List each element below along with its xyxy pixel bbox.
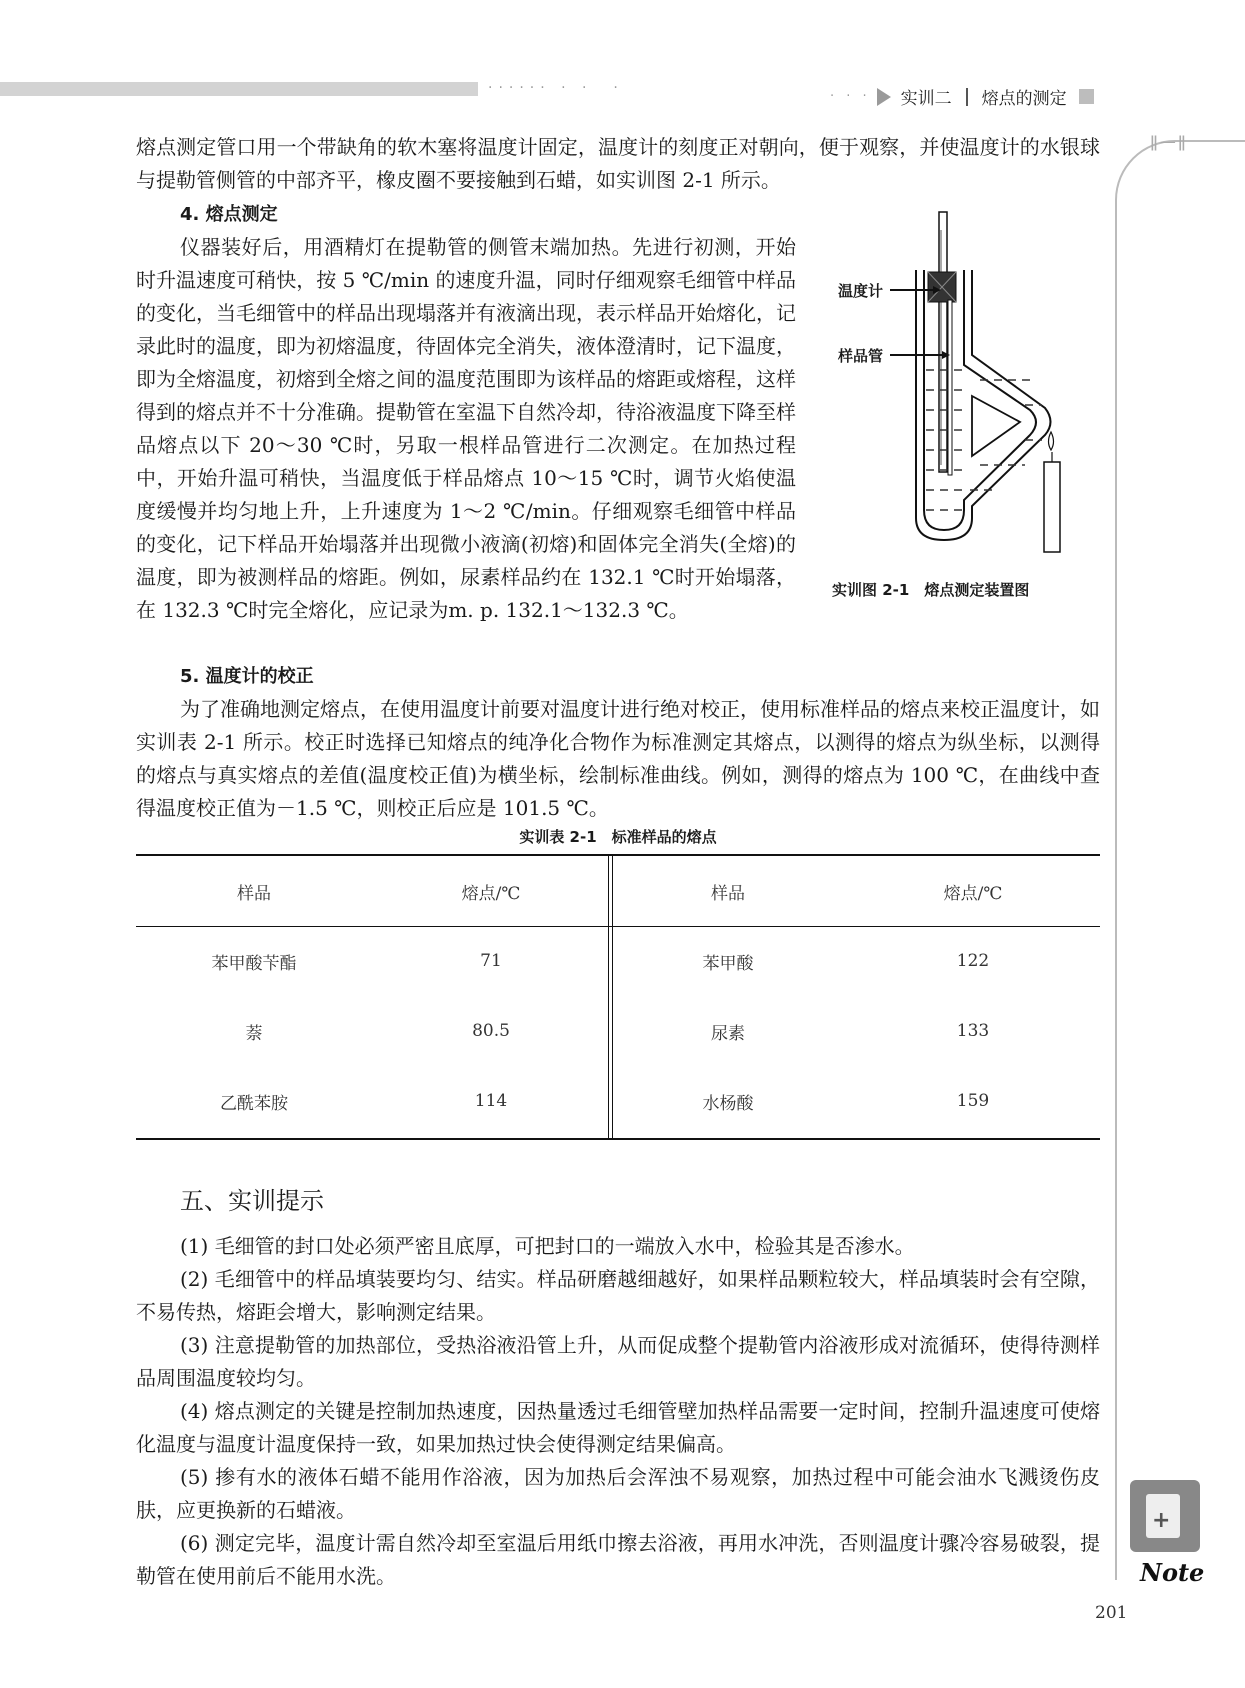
step5-heading: 5. 温度计的校正 (180, 666, 314, 687)
margin-line (1115, 200, 1117, 1580)
header-bar (0, 82, 478, 96)
figure-caption: 实训图 2-1 熔点测定装置图 (832, 581, 1030, 599)
page-number: 201 (1095, 1603, 1128, 1623)
table-cell: 水杨酸 (702, 1093, 754, 1114)
table-row (136, 1066, 1100, 1136)
square-icon (1079, 89, 1094, 104)
chapter-label: 实训二 (900, 89, 952, 109)
header-cell: 样品 (711, 883, 745, 904)
note-icon (1130, 1480, 1200, 1552)
step4-heading: 4. 熔点测定 (180, 204, 278, 225)
table-cell: 苯甲酸 (702, 953, 754, 974)
tip-item: (5) 掺有水的液体石蜡不能用作浴液，因为加热后会浑浊不易观察，加热过程中可能会油水飞溅烫伤皮肤，应更换新的石蜡液。 (136, 1465, 1100, 1522)
chapter-title: 熔点的测定 (981, 89, 1067, 109)
table-row (136, 926, 1100, 996)
table-cell: 80.5 (472, 1021, 510, 1041)
header-small-dots: · · · (830, 89, 871, 104)
tip-item: (6) 测定完毕，温度计需自然冷却至室温后用纸巾擦去浴液，再用水冲洗，否则温度计骤冷容易破裂，提勒管在使用前后不能用水洗。 (136, 1531, 1100, 1588)
intro-paragraph: 熔点测定管口用一个带缺角的软木塞将温度计固定，温度计的刻度正对朝向，便于观察，并使温度计的水银球与提勒管侧管的中部齐平，橡皮圈不要接触到石蜡，如实训图 2-1 所示。 (136, 135, 1100, 192)
table-cell: 122 (956, 951, 990, 971)
tip-item: (2) 毛细管中的样品填装要均匀、结实。样品研磨越细越好，如果样品颗粒较大，样品填装时会有空隙，不易传热，熔距会增大，影响测定结果。 (136, 1267, 1100, 1324)
tip-item: (1) 毛细管的封口处必须严密且底厚，可把封口的一端放入水中，检验其是否渗水。 (180, 1234, 915, 1258)
apparatus-diagram (820, 200, 1080, 600)
table-cell: 萘 (245, 1023, 263, 1044)
running-header (830, 84, 1094, 109)
table-cell: 114 (474, 1091, 508, 1111)
step4-paragraph: 仪器装好后，用酒精灯在提勒管的侧管末端加热。先进行初测，开始时升温速度可稍快，按 5 ℃/min 的速度升温，同时仔细观察毛细管中样品的变化，当毛细管中的样品出现塌落并有液滴出现，表示样品开始熔化，记录此时的温度，即为初熔温度，待固体完全消失，液体澄清时，记下温度，即为全熔温度，初熔到全熔之间的温度范围即为该样品的熔距或熔程，这样得到的熔点并不十分准确。提勒管在室温下自然冷却，待浴液温度下降至样品熔点以下 20～30 ℃时，另取一根样品管进行二次测定。在加热过程中，开始升温可稍快，当温度低于样品熔点 10～15 ℃时，调节火焰使温度缓慢并均匀地上升，上升速度为 1～2 ℃/min。仔细观察毛细管中样品的变化，记下样品开始塌落并出现微小液滴(初熔)和固体完全消失(全熔)的温度，即为被测样品的熔距。例如，尿素样品约在 132.1 ℃时开始塌落，在 132.3 ℃时完全熔化，应记录为m. p. 132.1～132.3 ℃。 (136, 235, 796, 622)
note-label: Note (1140, 1558, 1205, 1587)
margin-mark-icon: ǁ—ǁ (1150, 132, 1188, 151)
header-cell: 样品 (237, 883, 271, 904)
table-cell: 苯甲酸苄酯 (211, 953, 297, 974)
table-caption: 实训表 2-1 标准样品的熔点 (519, 828, 717, 846)
chevron-right-icon (877, 88, 891, 106)
header-cell: 熔点/℃ (943, 883, 1003, 904)
table-cell: 159 (956, 1091, 990, 1111)
margin-curve (1115, 140, 1245, 262)
label-thermometer: 温度计 (838, 282, 884, 300)
table-cell: 尿素 (711, 1023, 745, 1044)
section-title: 五、实训提示 (180, 1187, 324, 1215)
melting-point-table (136, 856, 1100, 1136)
header-separator (966, 88, 968, 106)
tip-item: (4) 熔点测定的关键是控制加热速度，因热量透过毛细管壁加热样品需要一定时间，控制升温速度可使熔化温度与温度计温度保持一致，如果加热过快会使得测定结果偏高。 (136, 1399, 1100, 1456)
header-dots: ······ · · · (488, 80, 624, 96)
table-cell: 71 (480, 951, 502, 971)
tips-list (136, 1230, 1100, 1593)
apparatus-figure (820, 200, 1080, 600)
table-header-row (136, 856, 1100, 926)
table-cell: 乙酰苯胺 (220, 1093, 288, 1114)
label-sample-tube: 样品管 (838, 347, 884, 365)
table-row (136, 996, 1100, 1066)
table-bottom-rule (136, 1138, 1100, 1140)
step5-paragraph: 为了准确地测定熔点，在使用温度计前要对温度计进行绝对校正，使用标准样品的熔点来校正温度计，如实训表 2-1 所示。校正时选择已知熔点的纯净化合物作为标准测定其熔点，以测得的熔点为纵坐标，以测得的熔点与真实熔点的差值(温度校正值)为横坐标，绘制标准曲线。例如，测得的熔点为 100 ℃，在曲线中查得温度校正值为－1.5 ℃，则校正后应是 101.5 ℃。 (136, 697, 1100, 820)
table-cell: 133 (956, 1021, 990, 1041)
tip-item: (3) 注意提勒管的加热部位，受热浴液沿管上升，从而促成整个提勒管内浴液形成对流循环，使得待测样品周围温度较均匀。 (136, 1333, 1100, 1390)
header-cell: 熔点/℃ (461, 883, 521, 904)
